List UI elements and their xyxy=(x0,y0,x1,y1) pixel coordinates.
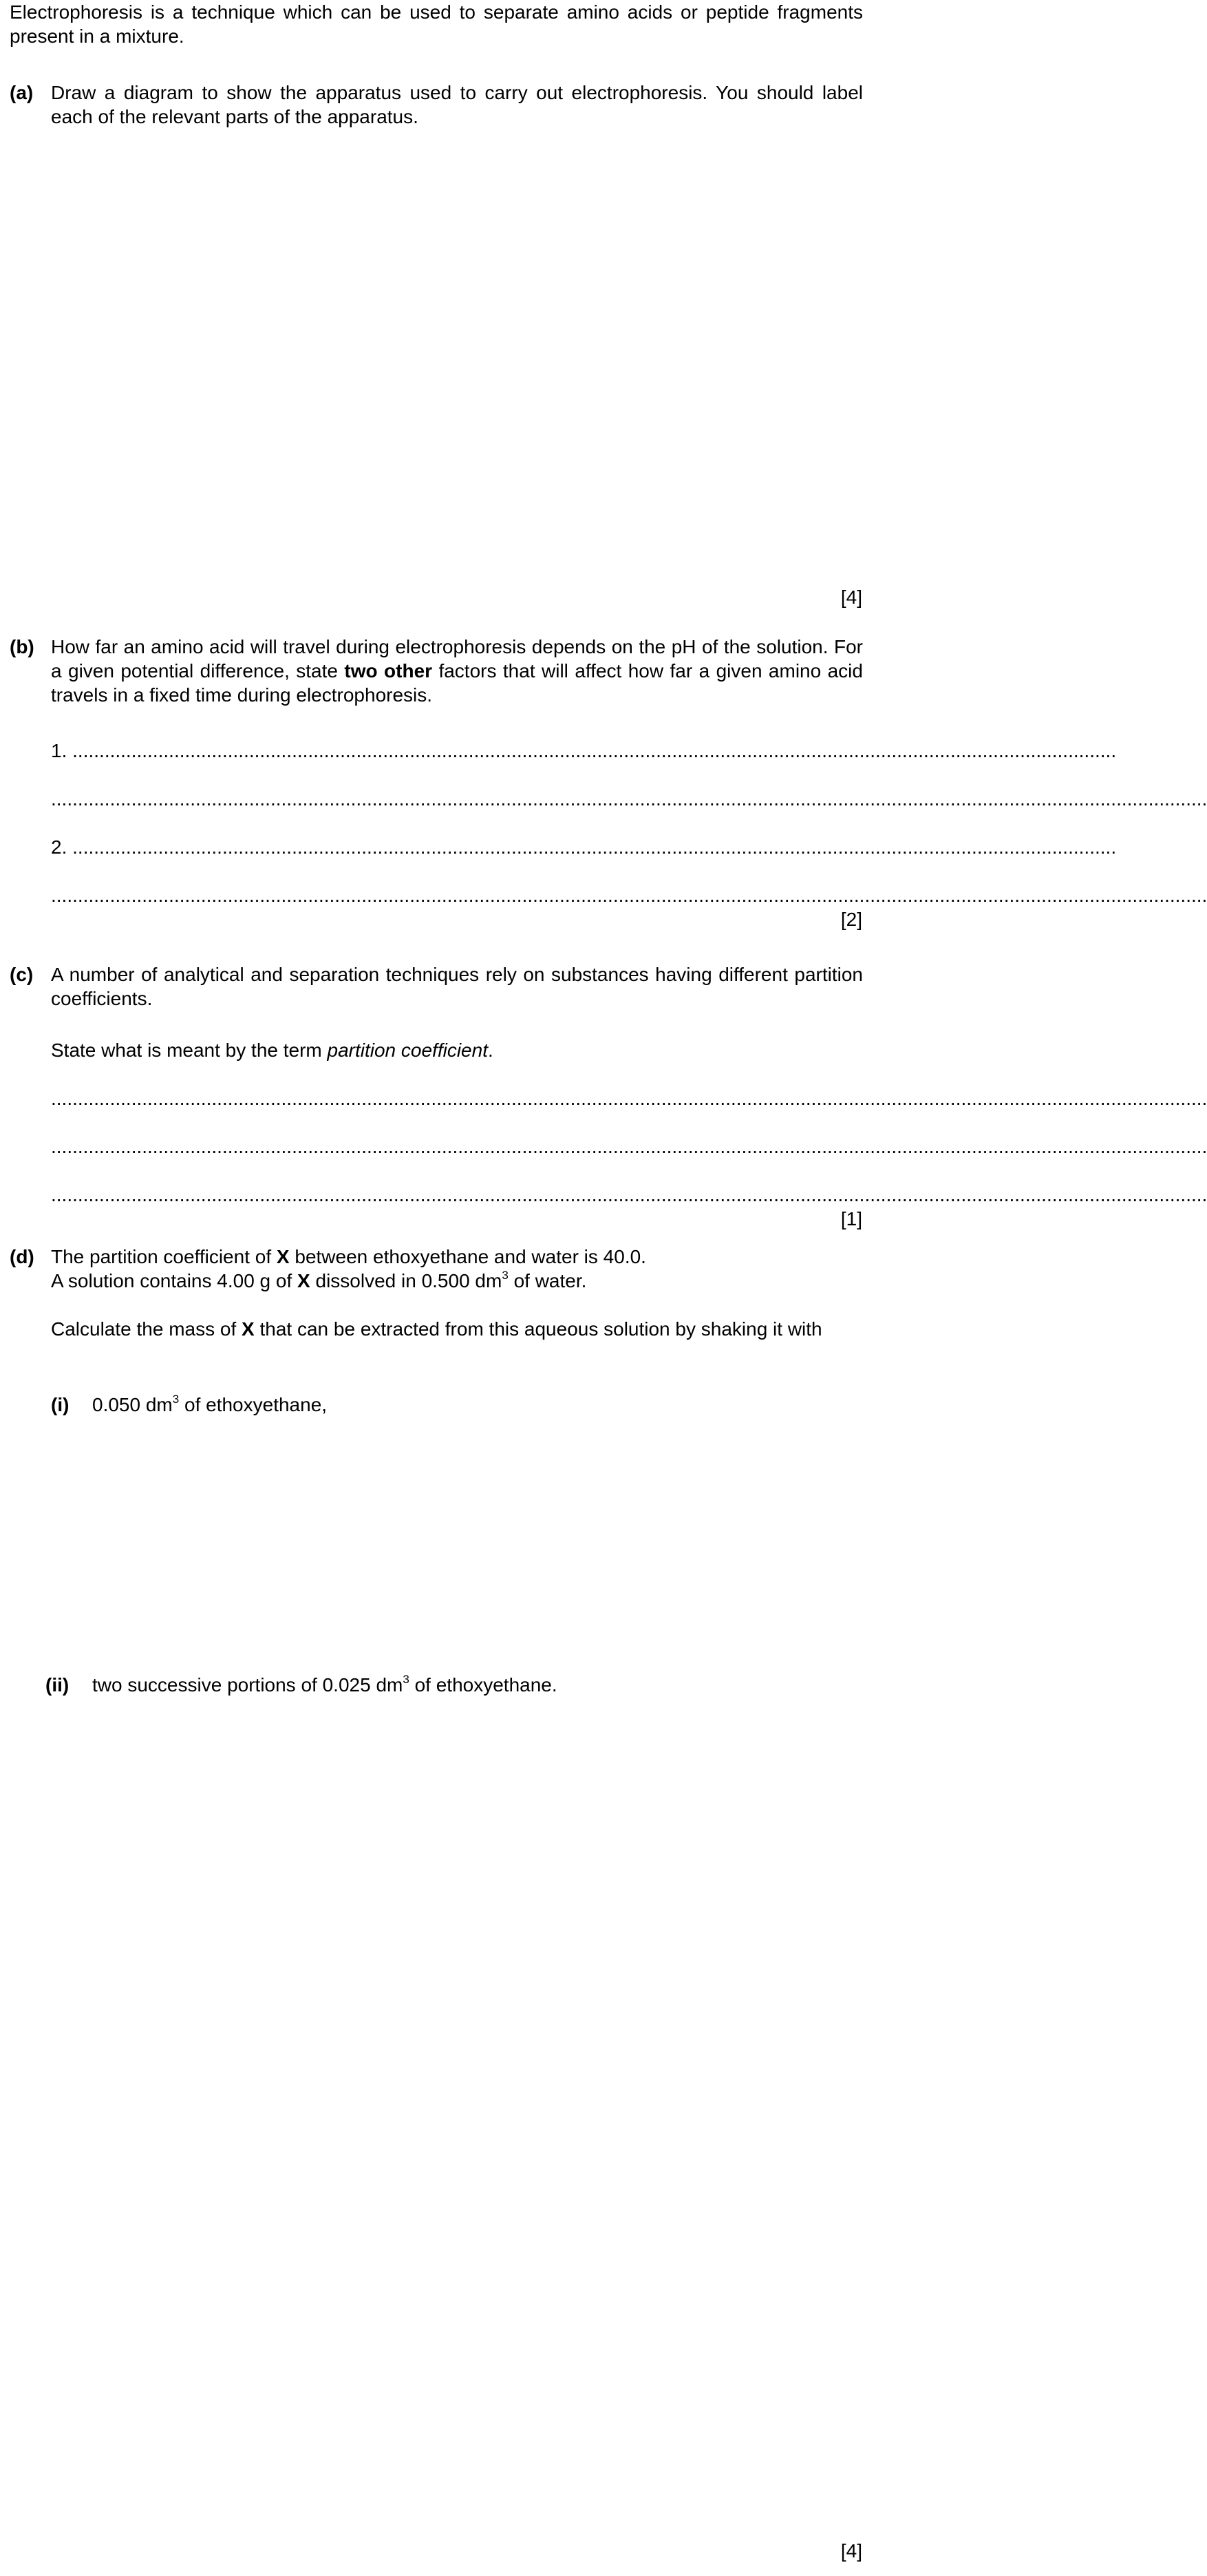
part-d-ii-label: (ii) xyxy=(45,1674,70,1696)
part-a-text: Draw a diagram to show the apparatus used to carry out electrophoresis. You should label each of the relevant parts of the apparatus. xyxy=(51,82,863,127)
part-d-line2: A solution contains 4.00 g of X dissolved in 0.500 $dm^3$ of water. xyxy=(51,1268,587,1291)
part-b-label: (b) xyxy=(10,636,34,657)
intro-text: Electrophoresis is a technique which can be used to separate amino acids or peptide fragments present in a mixture. xyxy=(10,1,863,47)
part-c-instruction: State what is meant by the term partition coefficient. xyxy=(51,1039,493,1061)
answer-line-b2-cont[interactable]: ........................................................................................................................................................................................................................ xyxy=(51,885,1207,906)
part-a-label: (a) xyxy=(10,82,34,103)
part-b-text: How far an amino acid will travel during electrophoresis depends on the pH of the solution. For a given potential difference, state two other factors that will affect how far a given amino acid travels in a fixed time during electrophoresis. xyxy=(51,636,863,706)
part-d-i-label: (i) xyxy=(51,1394,70,1415)
part-d-calculate: Calculate the mass of X that can be extracted from this aqueous solution by shaking it with xyxy=(51,1318,822,1340)
answer-line-b1[interactable]: 1. ................................................................................................................................................................................................... xyxy=(51,740,1117,761)
part-d-label: (d) xyxy=(10,1246,34,1267)
part-b-marks: [2] xyxy=(840,909,862,930)
part-d-marks: [4] xyxy=(840,2540,862,2562)
part-d-i-text: 0.050 $dm^3$ of ethoxyethane, xyxy=(92,1392,328,1415)
part-d-line1: The partition coefficient of X between ethoxyethane and water is 40.0. xyxy=(51,1246,646,1267)
answer-line-b2[interactable]: 2. ................................................................................................................................................................................................... xyxy=(51,836,1117,858)
answer-line-b1-cont[interactable]: ........................................................................................................................................................................................................................ xyxy=(51,788,1207,810)
diagram-answer-area[interactable] xyxy=(51,138,863,564)
part-d-i-working-area[interactable] xyxy=(92,1425,863,1659)
part-d-ii-working-area[interactable] xyxy=(92,1707,863,2506)
part-c-text: A number of analytical and separation techniques rely on substances having different partition coefficients. xyxy=(51,964,863,1009)
answer-line-c3[interactable]: ........................................................................................................................................................................................................................ xyxy=(51,1184,1207,1205)
part-a-marks: [4] xyxy=(840,587,862,608)
answer-line-c2[interactable]: ........................................................................................................................................................................................................................ xyxy=(51,1136,1207,1157)
part-b-bold: two other xyxy=(344,660,433,682)
part-c-marks: [1] xyxy=(840,1208,862,1229)
part-c-label: (c) xyxy=(10,964,34,985)
answer-line-c1[interactable]: ........................................................................................................................................................................................................................ xyxy=(51,1088,1207,1109)
part-d-ii-text: two successive portions of 0.025 $dm^3$ of ethoxyethane. xyxy=(92,1672,557,1696)
